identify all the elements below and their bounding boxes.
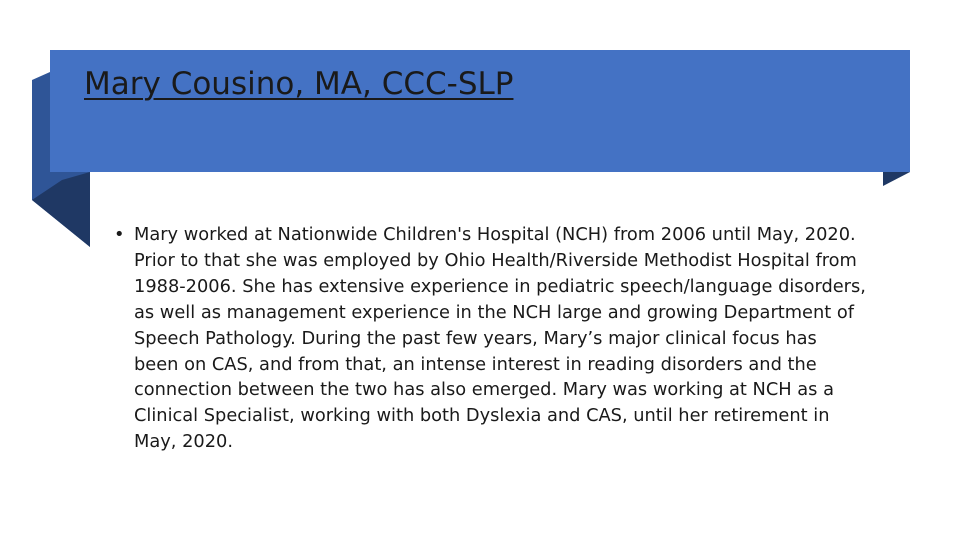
bullet-list — [114, 222, 866, 455]
slide-title: Mary Cousino, MA, CCC-SLP — [84, 66, 514, 102]
bullet-item — [114, 222, 866, 455]
bullet-text: Mary worked at Nationwide Children's Hospital (NCH) from 2006 until May, 2020. Prior to that she was employed by Ohio Health/Riverside Methodist Hospital from 1988-2006. She has extensive experience in pediatric speech/language disorders, as well as management experience in the NCH large and growing Department of Speech Pathology. During the past few years, Mary’s major clinical focus has been on CAS, and from that, an intense interest in reading disorders and the connection between the two has also emerged. Mary was working at NCH as a Clinical Specialist, working with both Dyslexia and CAS, until her retirement in May, 2020. — [134, 224, 866, 453]
bullet-icon: • — [114, 224, 125, 245]
ribbon-right-fold — [883, 172, 910, 186]
body-content — [114, 222, 866, 455]
